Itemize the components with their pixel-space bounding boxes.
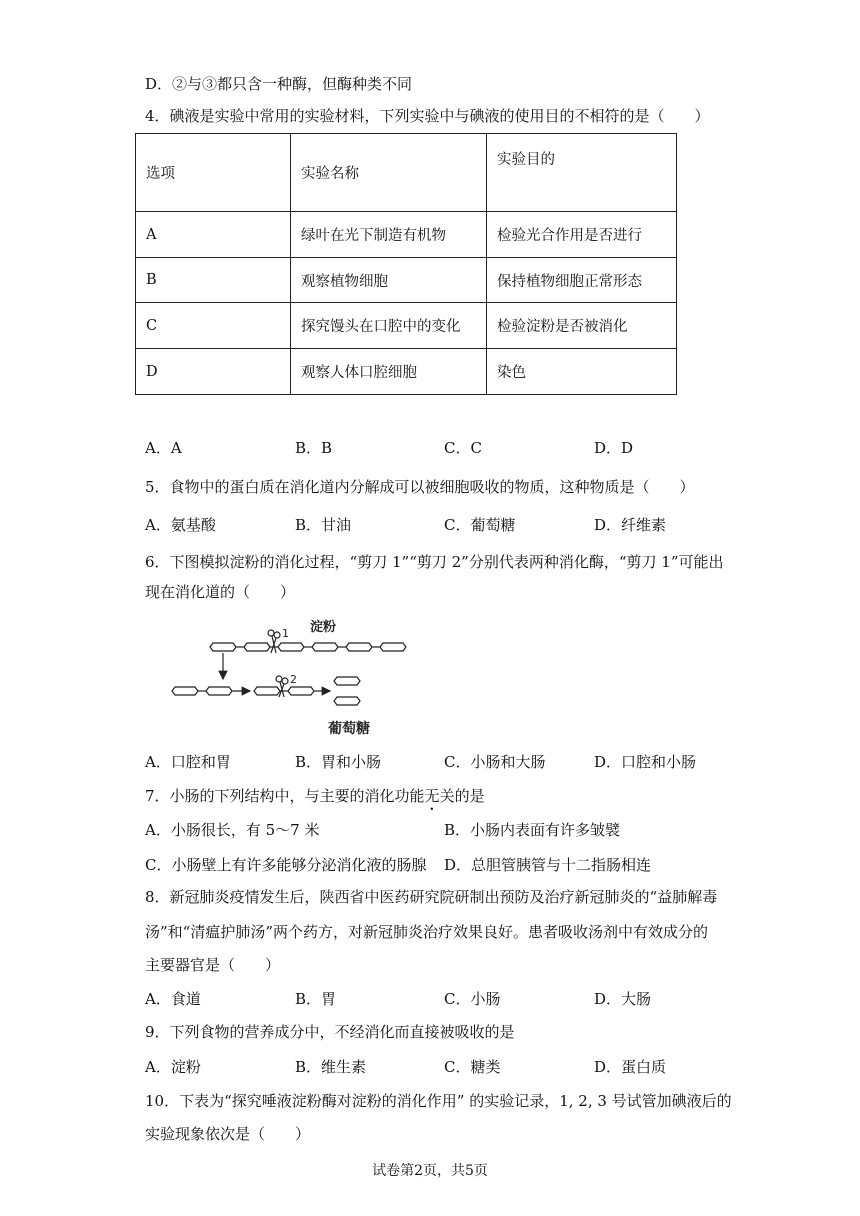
q5-option-a: A．氨基酸	[145, 516, 216, 534]
q4-option-a: A．A	[145, 439, 182, 457]
q6-option-b: B．胃和小肠	[295, 753, 382, 771]
scissors-1-icon	[268, 630, 280, 653]
table-cell: B	[136, 258, 291, 303]
table-header-cell: 实验目的	[487, 134, 677, 212]
q6-stem-line2: 现在消化道的（ ）	[145, 583, 296, 601]
q6-option-d: D．口腔和小肠	[594, 753, 697, 771]
q7-option-b: B．小肠内表面有许多皱襞	[444, 821, 621, 839]
q9-option-a: A．淀粉	[145, 1058, 201, 1076]
q9-stem: 9．下列食物的营养成分中，不经消化而直接被吸收的是	[145, 1023, 515, 1041]
q5-option-c: C．葡萄糖	[444, 516, 516, 534]
q4-table	[135, 133, 677, 395]
table-cell: 检验淀粉是否被消化	[487, 303, 677, 349]
q6-option-a: A．口腔和胃	[145, 753, 231, 771]
table-row	[136, 349, 677, 395]
q8-line2: 汤”和“清瘟护肺汤”两个药方，对新冠肺炎治疗效果良好。患者吸收汤剂中有效成分的	[145, 923, 709, 941]
q8-option-b: B．胃	[295, 990, 337, 1008]
scissors-2-label: 2	[290, 673, 297, 686]
table-cell: 观察植物细胞	[291, 258, 487, 303]
glucose-units	[334, 677, 360, 705]
q7-stem-before: 7．小肠的下列结构中，与主要的消化功能	[145, 787, 425, 805]
q9-option-b: B．维生素	[295, 1058, 367, 1076]
q3-option-d: D．②与③都只含一种酶，但酶种类不同	[145, 75, 413, 93]
starch-digestion-figure	[168, 615, 418, 740]
q7-option-a: A．小肠很长，有 5～7 米	[145, 821, 320, 839]
table-cell: A	[136, 212, 291, 258]
q7-option-d: D．总胆管胰管与十二指肠相连	[444, 856, 652, 874]
q5-stem: 5．食物中的蛋白质在消化道内分解成可以被细胞吸收的物质，这种物质是（ ）	[145, 478, 695, 496]
q8-option-d: D．大肠	[594, 990, 652, 1008]
q5-option-b: B．甘油	[295, 516, 352, 534]
q4-option-b: B．B	[295, 439, 333, 457]
starch-chain	[210, 643, 406, 651]
table-cell: 染色	[487, 349, 677, 395]
q4-stem: 4．碘液是实验中常用的实验材料，下列实验中与碘液的使用目的不相符的是（ ）	[145, 107, 710, 125]
table-cell: 保持植物细胞正常形态	[487, 258, 677, 303]
table-header-row	[136, 134, 677, 212]
page-footer: 试卷第2页，共5页	[372, 1163, 488, 1179]
starch-label: 淀粉	[310, 620, 337, 635]
q9-option-c: C．糖类	[444, 1058, 501, 1076]
q7-stem-emphasis: 无	[424, 787, 440, 805]
q4-option-c: C．C	[444, 439, 482, 457]
q6-option-c: C．小肠和大肠	[444, 753, 546, 771]
q8-line1: 8．新冠肺炎疫情发生后，陕西省中医药研究院研制出预防及治疗新冠肺炎的“益肺解毒	[145, 888, 718, 906]
table-header-cell: 实验名称	[291, 134, 487, 212]
q10-line2: 实验现象依次是（ ）	[145, 1125, 311, 1143]
q5-option-d: D．纤维素	[594, 516, 667, 534]
q10-line1: 10．下表为“探究唾液淀粉酶对淀粉的消化作用” 的实验记录，1, 2, 3 号试管加碘液后的	[145, 1092, 732, 1110]
q8-option-c: C．小肠	[444, 990, 501, 1008]
q6-stem-line1: 6．下图模拟淀粉的消化过程，“剪刀 1”“剪刀 2”分别代表两种消化酶，“剪刀 1”可能出	[145, 553, 724, 571]
table-cell: 检验光合作用是否进行	[487, 212, 677, 258]
table-cell: 绿叶在光下制造有机物	[291, 212, 487, 258]
q4-option-d: D．D	[594, 439, 634, 457]
table-header-cell: 选项	[136, 134, 291, 212]
table-cell: C	[136, 303, 291, 349]
table-row	[136, 303, 677, 349]
table-row	[136, 212, 677, 258]
scissors-1-label: 1	[282, 627, 289, 640]
table-cell: D	[136, 349, 291, 395]
table-cell: 观察人体口腔细胞	[291, 349, 487, 395]
q9-option-d: D．蛋白质	[594, 1058, 667, 1076]
maltose-chain	[172, 687, 330, 695]
q7-stem-after: 关的是	[439, 787, 485, 805]
q8-line3: 主要器官是（ ）	[145, 956, 281, 974]
q8-option-a: A．食道	[145, 990, 201, 1008]
glucose-label: 葡萄糖	[328, 721, 370, 737]
q7-option-c: C．小肠壁上有许多能够分泌消化液的肠腺	[145, 856, 427, 874]
table-row	[136, 258, 677, 303]
table-cell: 探究馒头在口腔中的变化	[291, 303, 487, 349]
q7-stem	[145, 786, 485, 814]
